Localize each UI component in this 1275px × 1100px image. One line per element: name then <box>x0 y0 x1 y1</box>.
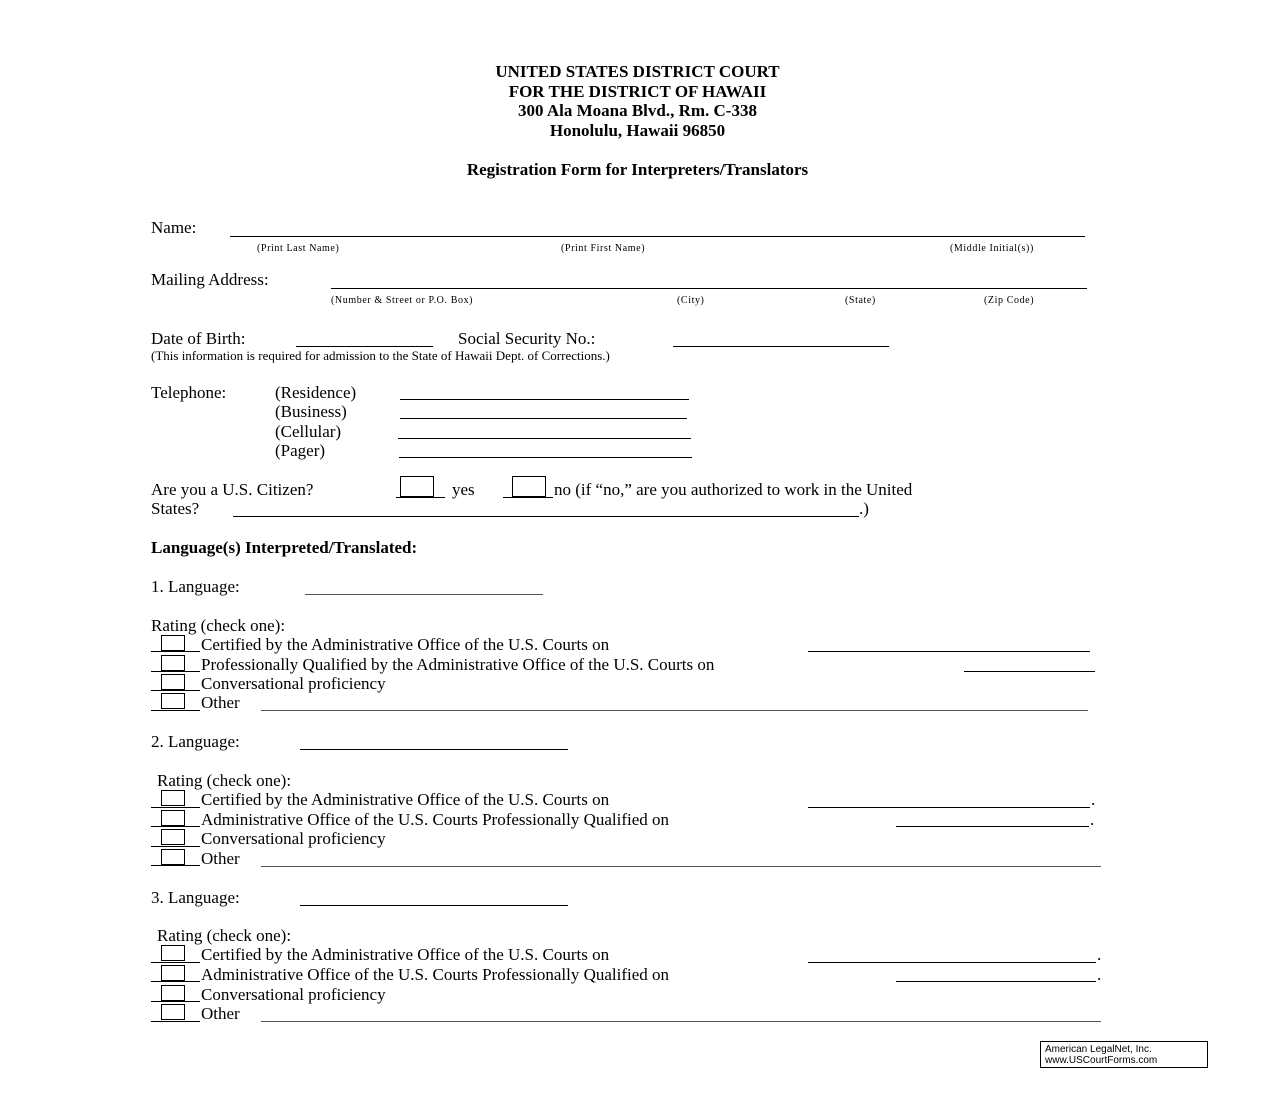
lang3-other-input[interactable] <box>261 1021 1101 1022</box>
caption-last-name: (Print Last Name) <box>257 243 340 254</box>
lang2-opt2-underline <box>151 826 200 827</box>
work-authorization-input[interactable] <box>233 516 859 517</box>
citizen-yes-label: yes <box>452 480 475 499</box>
caption-city: (City) <box>677 295 705 306</box>
name-input-line[interactable] <box>230 236 1085 237</box>
lang1-other-label: Other <box>201 693 240 712</box>
publisher-footer <box>1040 1041 1208 1068</box>
lang1-other-checkbox[interactable] <box>161 693 185 709</box>
lang1-opt3-underline <box>151 690 200 691</box>
lang1-opt1-underline <box>151 651 200 652</box>
lang3-conversational-checkbox[interactable] <box>161 985 185 1001</box>
language-2-rating-label: Rating (check one): <box>157 771 292 790</box>
lang1-conversational-checkbox[interactable] <box>161 674 185 690</box>
mailing-address-label: Mailing Address: <box>151 270 269 289</box>
citizen-yes-checkbox[interactable] <box>400 476 434 497</box>
lang2-other-checkbox[interactable] <box>161 849 185 865</box>
lang2-other-input[interactable] <box>261 866 1101 867</box>
ssn-input-line[interactable] <box>673 346 889 347</box>
caption-middle-initial: (Middle Initial(s)) <box>950 243 1034 254</box>
district-name: FOR THE DISTRICT OF HAWAII <box>508 82 767 101</box>
lang2-qualified-label: Administrative Office of the U.S. Courts Professionally Qualified on <box>201 810 670 829</box>
lang2-qualified-period: . <box>1090 810 1095 829</box>
lang3-qualified-label: Administrative Office of the U.S. Courts Professionally Qualified on <box>201 965 670 984</box>
lang3-opt1-underline <box>151 962 200 963</box>
lang2-qualified-date-input[interactable] <box>896 826 1089 827</box>
form-title: Registration Form for Interpreters/Translators <box>466 160 809 179</box>
lang3-certified-date-input[interactable] <box>808 962 1096 963</box>
lang3-opt3-underline <box>151 1001 200 1002</box>
court-street-address: 300 Ala Moana Blvd., Rm. C-338 <box>518 101 757 120</box>
telephone-residence-label: (Residence) <box>275 383 357 402</box>
lang3-certified-period: . <box>1097 945 1102 964</box>
dob-note: (This information is required for admission to the State of Hawaii Dept. of Corrections.) <box>151 348 610 363</box>
lang1-certified-label: Certified by the Administrative Office of the U.S. Courts on <box>201 635 610 654</box>
citizen-yes-underline <box>396 497 445 498</box>
lang3-qualified-period: . <box>1097 965 1102 984</box>
language-1-label: 1. Language: <box>151 577 240 596</box>
language-1-rating-label: Rating (check one): <box>151 616 286 635</box>
telephone-label: Telephone: <box>151 383 227 402</box>
lang1-certified-checkbox[interactable] <box>161 635 185 651</box>
language-2-label: 2. Language: <box>151 732 240 751</box>
lang1-qualified-checkbox[interactable] <box>161 655 185 671</box>
language-2-input[interactable] <box>300 749 568 750</box>
citizen-no-label: no (if “no,” are you authorized to work in the United <box>554 480 913 499</box>
lang2-certified-label: Certified by the Administrative Office of the U.S. Courts on <box>201 790 610 809</box>
lang2-conversational-checkbox[interactable] <box>161 829 185 845</box>
caption-street: (Number & Street or P.O. Box) <box>331 295 474 306</box>
telephone-business-input[interactable] <box>400 418 687 419</box>
telephone-cellular-input[interactable] <box>398 438 691 439</box>
lang2-opt4-underline <box>151 865 200 866</box>
lang1-opt4-underline <box>151 710 200 711</box>
lang1-other-input[interactable] <box>261 710 1088 711</box>
lang3-qualified-date-input[interactable] <box>896 981 1096 982</box>
telephone-pager-input[interactable] <box>399 457 692 458</box>
lang3-other-checkbox[interactable] <box>161 1004 185 1020</box>
lang2-conversational-label: Conversational proficiency <box>201 829 386 848</box>
lang1-qualified-label: Professionally Qualified by the Administrative Office of the U.S. Courts on <box>201 655 715 674</box>
caption-first-name: (Print First Name) <box>561 243 646 254</box>
language-3-rating-label: Rating (check one): <box>157 926 292 945</box>
citizen-close-paren: .) <box>859 499 869 518</box>
lang3-other-label: Other <box>201 1004 240 1023</box>
language-3-input[interactable] <box>300 905 568 906</box>
lang1-conversational-label: Conversational proficiency <box>201 674 386 693</box>
telephone-cellular-label: (Cellular) <box>275 422 342 441</box>
citizen-question: Are you a U.S. Citizen? <box>151 480 314 499</box>
telephone-residence-input[interactable] <box>400 399 689 400</box>
ssn-label: Social Security No.: <box>458 329 596 348</box>
lang1-opt2-underline <box>151 671 200 672</box>
dob-label: Date of Birth: <box>151 329 246 348</box>
lang1-certified-date-input[interactable] <box>808 651 1090 652</box>
telephone-business-label: (Business) <box>275 402 347 421</box>
citizen-states-label: States? <box>151 499 200 518</box>
language-1-input[interactable] <box>305 594 543 595</box>
lang1-qualified-date-input[interactable] <box>964 671 1095 672</box>
lang2-certified-checkbox[interactable] <box>161 790 185 806</box>
lang3-qualified-checkbox[interactable] <box>161 965 185 981</box>
court-name: UNITED STATES DISTRICT COURT <box>495 62 780 81</box>
publisher-name: American LegalNet, Inc. <box>1045 1044 1152 1055</box>
mailing-address-input-line[interactable] <box>331 288 1087 289</box>
lang2-other-label: Other <box>201 849 240 868</box>
lang3-opt2-underline <box>151 981 200 982</box>
lang2-certified-period: . <box>1091 790 1096 809</box>
caption-state: (State) <box>845 295 876 306</box>
lang2-certified-date-input[interactable] <box>808 807 1090 808</box>
lang3-certified-checkbox[interactable] <box>161 945 185 961</box>
citizen-no-underline <box>503 497 553 498</box>
lang2-qualified-checkbox[interactable] <box>161 810 185 826</box>
dob-input-line[interactable] <box>296 346 433 347</box>
telephone-pager-label: (Pager) <box>275 441 326 460</box>
lang3-opt4-underline <box>151 1021 200 1022</box>
lang3-conversational-label: Conversational proficiency <box>201 985 386 1004</box>
name-label: Name: <box>151 218 197 237</box>
publisher-url[interactable]: www.USCourtForms.com <box>1045 1055 1158 1066</box>
caption-zip: (Zip Code) <box>984 295 1035 306</box>
court-city-address: Honolulu, Hawaii 96850 <box>549 121 726 140</box>
lang2-opt1-underline <box>151 807 200 808</box>
lang2-opt3-underline <box>151 846 200 847</box>
language-3-label: 3. Language: <box>151 888 240 907</box>
lang3-certified-label: Certified by the Administrative Office of the U.S. Courts on <box>201 945 610 964</box>
languages-heading: Language(s) Interpreted/Translated: <box>151 538 418 557</box>
citizen-no-checkbox[interactable] <box>512 476 546 497</box>
